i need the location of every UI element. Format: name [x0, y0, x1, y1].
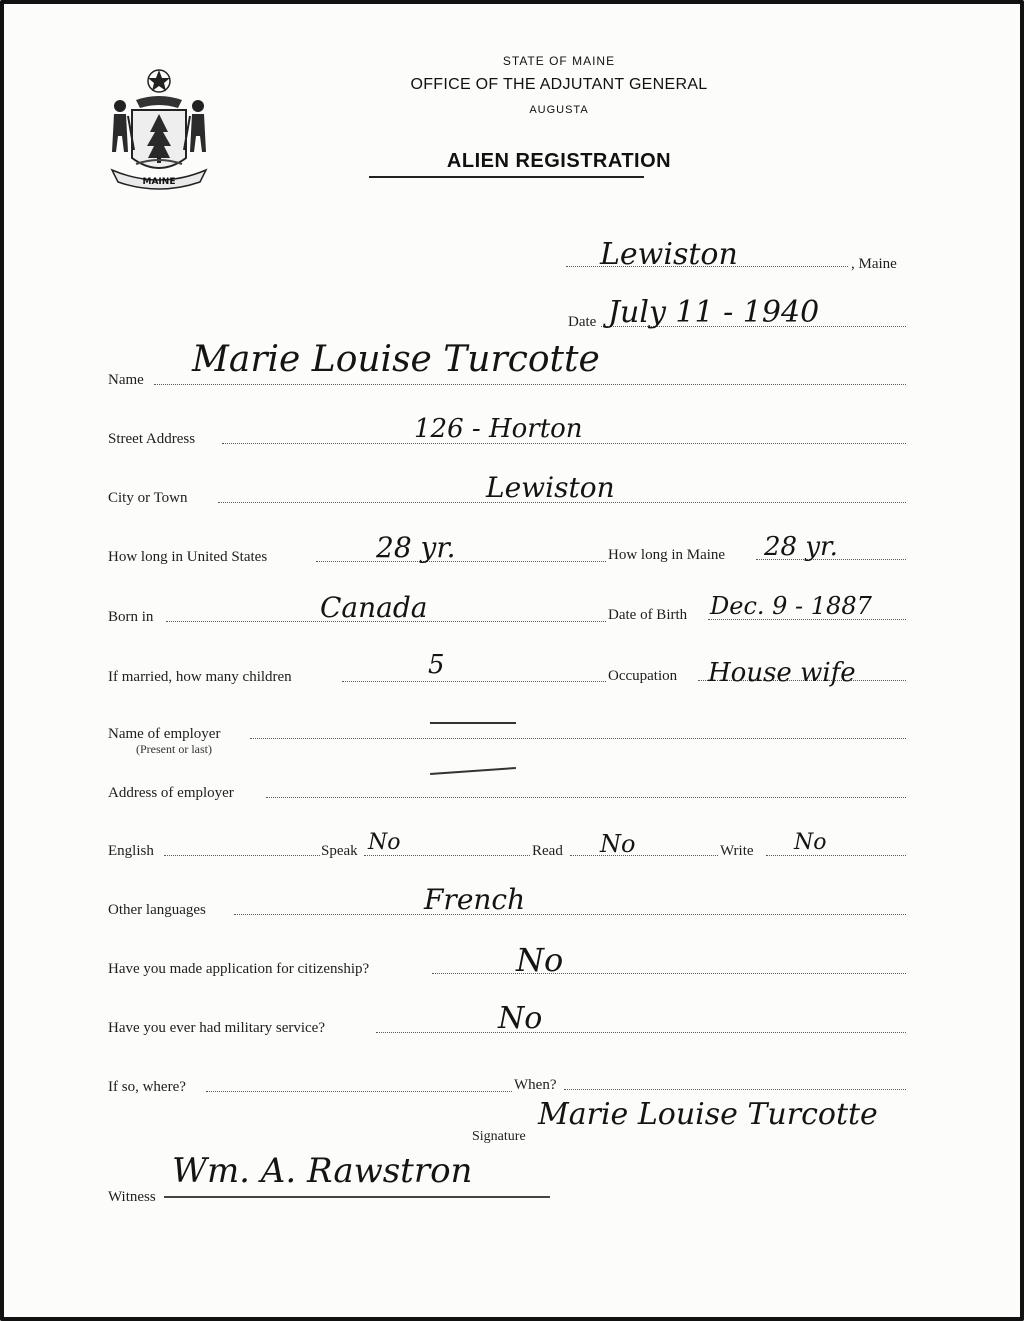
english-label: English	[108, 843, 154, 859]
citizenship-label: Have you made application for citizenship?	[108, 961, 370, 977]
employer-name-note: (Present or last)	[136, 742, 212, 756]
street-value: 126 - Horton	[414, 414, 583, 444]
date-label: Date	[568, 314, 597, 330]
employer-name-blank-dash	[430, 722, 516, 724]
date-of-birth-label: Date of Birth	[608, 607, 688, 623]
other-languages-line	[234, 914, 906, 915]
how-long-us-label: How long in United States	[108, 549, 268, 565]
date-of-birth-value: Dec. 9 - 1887	[710, 592, 872, 620]
form-title: ALIEN REGISTRATION	[446, 150, 672, 172]
employer-address-label: Address of employer	[108, 785, 234, 801]
when-line	[564, 1089, 906, 1090]
where-line	[206, 1091, 512, 1092]
born-in-value: Canada	[320, 591, 428, 624]
write-line	[766, 855, 906, 856]
employer-name-line	[250, 738, 906, 739]
write-value: No	[794, 830, 827, 855]
speak-line	[364, 855, 530, 856]
how-long-maine-value: 28 yr.	[764, 532, 838, 562]
how-long-us-line	[316, 561, 606, 562]
name-line	[154, 384, 906, 385]
state-heading: STATE OF MAINE	[502, 54, 616, 68]
when-label: When?	[514, 1077, 557, 1093]
military-value: No	[498, 1001, 543, 1036]
city-label: City or Town	[108, 490, 188, 506]
english-line	[164, 855, 320, 856]
signature-value: Marie Louise Turcotte	[538, 1097, 878, 1132]
children-line	[342, 681, 606, 682]
other-languages-value: French	[424, 883, 526, 916]
occupation-value: House wife	[708, 658, 856, 688]
citizenship-line	[432, 973, 906, 974]
how-long-us-value: 28 yr.	[376, 531, 456, 564]
military-line	[376, 1032, 906, 1033]
city-value: Lewiston	[486, 471, 615, 504]
city-heading: AUGUSTA	[529, 104, 589, 116]
witness-value: Wm. A. Rawstron	[172, 1151, 473, 1191]
name-label: Name	[108, 372, 144, 388]
witness-label: Witness	[108, 1189, 156, 1205]
children-label: If married, how many children	[108, 669, 292, 685]
speak-label: Speak	[321, 843, 358, 859]
occupation-label: Occupation	[608, 668, 678, 684]
title-underline	[369, 176, 644, 178]
maine-state-seal-icon	[104, 66, 214, 194]
name-value: Marie Louise Turcotte	[192, 339, 600, 380]
military-label: Have you ever had military service?	[108, 1020, 325, 1036]
witness-underline	[164, 1196, 550, 1198]
date-value: July 11 - 1940	[608, 295, 820, 330]
read-value: No	[600, 830, 636, 858]
read-label: Read	[532, 843, 563, 859]
seal-motto: MAINE	[142, 177, 176, 187]
write-label: Write	[720, 843, 754, 859]
other-languages-label: Other languages	[108, 902, 206, 918]
street-label: Street Address	[108, 431, 196, 447]
where-label: If so, where?	[108, 1079, 186, 1095]
speak-value: No	[368, 830, 401, 855]
read-line	[570, 855, 718, 856]
employer-name-label: Name of employer	[108, 726, 221, 742]
born-in-label: Born in	[108, 609, 154, 625]
children-value: 5	[428, 650, 445, 680]
town-value: Lewiston	[600, 237, 738, 272]
office-heading: OFFICE OF THE ADJUTANT GENERAL	[410, 76, 708, 93]
maine-label: , Maine	[851, 256, 897, 272]
signature-label: Signature	[472, 1129, 526, 1144]
employer-address-blank-dash	[430, 767, 516, 775]
how-long-maine-label: How long in Maine	[608, 547, 726, 563]
employer-address-line	[266, 797, 906, 798]
citizenship-value: No	[516, 941, 564, 979]
